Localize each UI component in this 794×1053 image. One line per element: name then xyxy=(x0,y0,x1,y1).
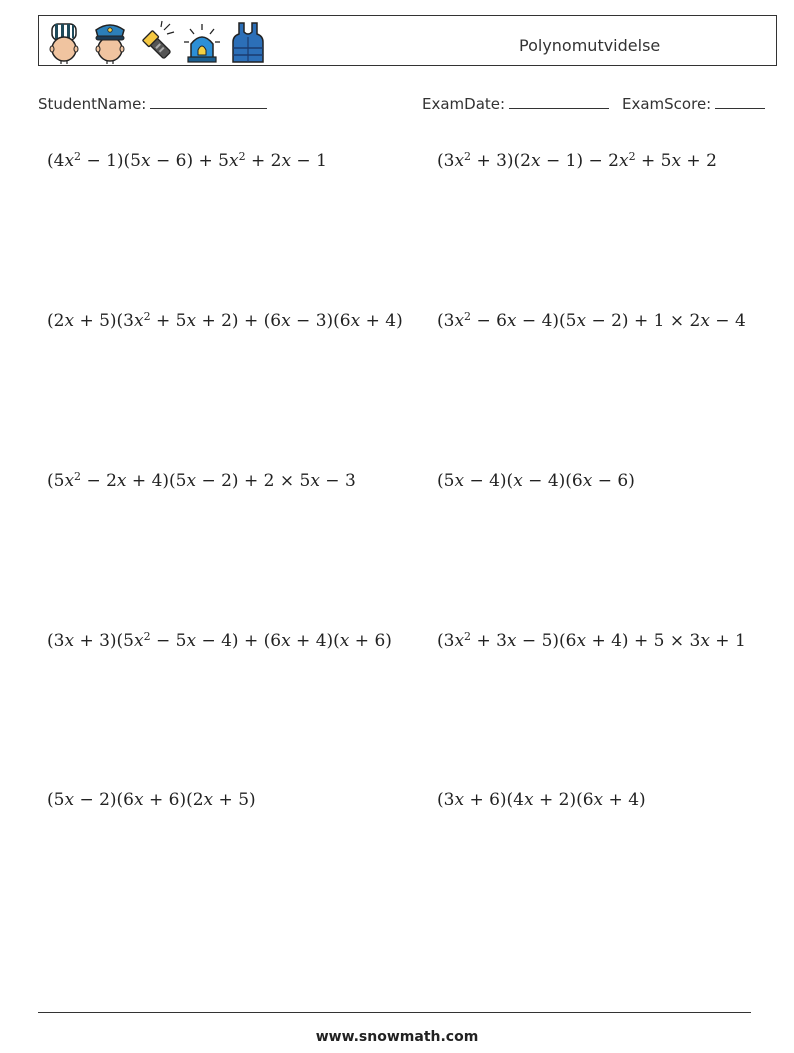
student-name-blank[interactable] xyxy=(150,94,267,109)
flashlight-icon xyxy=(137,20,175,64)
prisoner-icon xyxy=(45,20,83,64)
student-name-label: StudentName: xyxy=(38,95,147,113)
problem-6: (5x − 4)(x − 4)(6x − 6) xyxy=(437,471,635,491)
problem-10: (3x + 6)(4x + 2)(6x + 4) xyxy=(437,790,646,810)
header-icons xyxy=(45,19,267,64)
exam-date-blank[interactable] xyxy=(509,94,609,109)
problem-4: $(3x^2 - 6x - 4)(5x - 2) + 1 \times 2x - 4$ xyxy=(437,309,746,331)
student-name-field xyxy=(38,94,267,113)
exam-score-blank[interactable] xyxy=(715,94,765,109)
bulletproof-vest-icon xyxy=(229,20,267,64)
exam-date-label: ExamDate: xyxy=(422,95,506,113)
problem-2: $(3x^2 + 3)(2x - 1) - 2x^2 + 5x + 2$ xyxy=(437,149,717,171)
problem-5: $(5x^2 - 2x + 4)(5x - 2) + 2 \times 5x - 3$ xyxy=(47,469,356,491)
problem-3: $(2x + 5)(3x^2 + 5x + 2) + (6x - 3)(6x + 4)$ xyxy=(47,309,403,331)
footer-website: www.snowmath.com xyxy=(315,1029,479,1045)
problem-8: $(3x^2 + 3x - 5)(6x + 4) + 5 \times 3x + 1$ xyxy=(437,629,746,651)
problem-7: $(3x + 3)(5x^2 - 5x - 4) + (6x + 4)(x + 6)$ xyxy=(47,629,392,651)
siren-icon xyxy=(183,20,221,64)
police-officer-icon xyxy=(91,20,129,64)
worksheet-title: Polynomutvidelse xyxy=(519,36,661,55)
worksheet-header xyxy=(38,15,777,66)
problem-9: (5x − 2)(6x + 6)(2x + 5) xyxy=(47,790,256,810)
exam-score-label: ExamScore: xyxy=(622,95,712,113)
problem-1: $(4x^2 - 1)(5x - 6) + 5x^2 + 2x - 1$ xyxy=(47,149,327,171)
exam-score-field xyxy=(622,94,765,113)
footer-divider xyxy=(38,1012,751,1013)
exam-date-field xyxy=(422,94,609,113)
